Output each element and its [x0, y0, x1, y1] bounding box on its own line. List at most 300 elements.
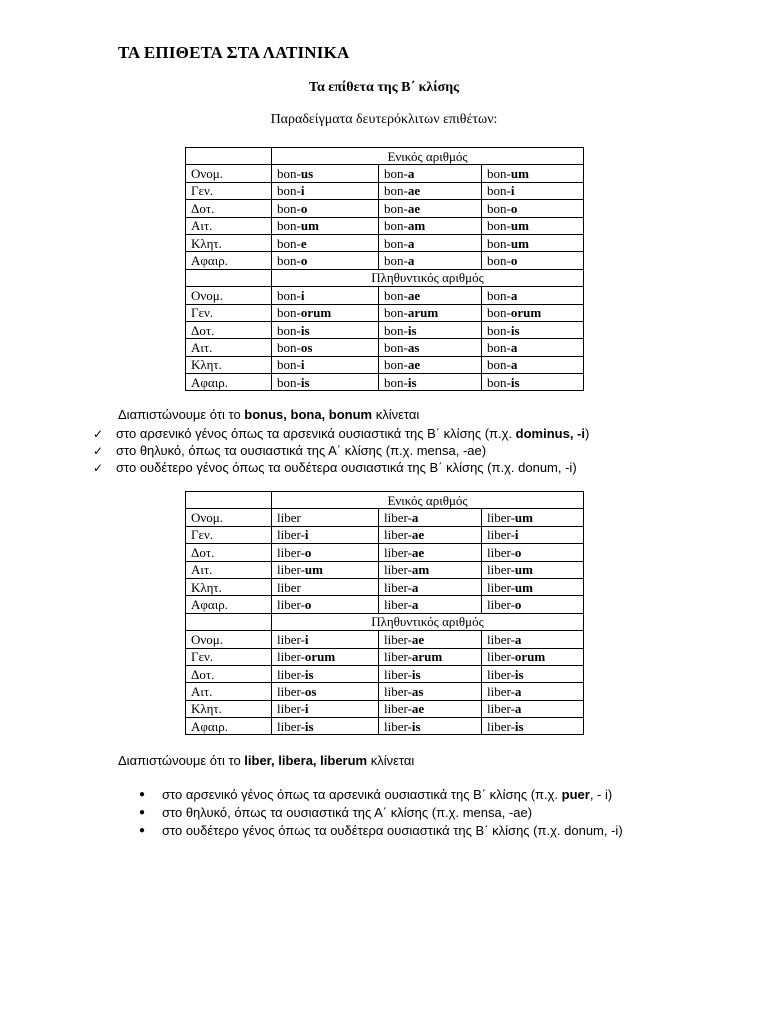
table-row — [186, 374, 584, 391]
ending: is — [514, 666, 524, 682]
stem: bon- — [487, 339, 511, 355]
ending: i — [300, 183, 305, 199]
note-suffix: κλίνεται — [372, 407, 420, 422]
ending: ae — [407, 287, 421, 303]
ending: a — [514, 701, 522, 717]
table-row — [186, 596, 584, 613]
form-cell-n — [482, 578, 584, 595]
ending: is — [304, 718, 314, 734]
ending: o — [514, 597, 522, 613]
case-cell: Αφαιρ. — [186, 718, 272, 735]
case-cell: Ονομ. — [186, 509, 272, 526]
case-cell: Δοτ. — [186, 665, 272, 682]
ending: o — [304, 597, 312, 613]
ending: ae — [411, 544, 425, 560]
stem: liber- — [277, 544, 305, 560]
table-row — [186, 252, 584, 269]
stem: bon- — [277, 218, 301, 234]
item-text: στο αρσενικό γένος όπως τα αρσενικά ουσιαστικά της Β΄ κλίσης (π.χ. — [116, 426, 516, 441]
ending: um — [300, 218, 319, 234]
form-cell-n — [482, 339, 584, 356]
empty-cell — [186, 613, 272, 630]
ending: um — [514, 562, 533, 578]
case-cell: Δοτ. — [186, 321, 272, 338]
form-cell-n — [482, 321, 584, 338]
stem: liber- — [384, 631, 412, 647]
table-row — [186, 356, 584, 373]
form-cell-n — [482, 304, 584, 321]
case-cell: Δοτ. — [186, 544, 272, 561]
ending: as — [411, 683, 424, 699]
stem: bon- — [487, 235, 511, 251]
form-cell-f — [379, 182, 482, 199]
form-cell-f — [379, 304, 482, 321]
stem: liber- — [384, 701, 412, 717]
stem: liber- — [277, 631, 305, 647]
form-cell-f — [379, 356, 482, 373]
form-cell-f — [379, 200, 482, 217]
form-cell-f — [379, 648, 482, 665]
ending: ae — [407, 357, 421, 373]
stem: liber- — [384, 597, 412, 613]
ending: i — [304, 631, 309, 647]
ending: is — [510, 322, 520, 338]
ending: orum — [300, 305, 332, 321]
form-cell-m — [272, 321, 379, 338]
header-row — [186, 492, 584, 509]
stem: liber- — [384, 579, 412, 595]
table-row — [186, 182, 584, 199]
ending: orum — [304, 649, 336, 665]
stem: liber- — [384, 510, 412, 526]
ending: os — [304, 683, 317, 699]
stem: liber- — [487, 579, 515, 595]
table-row — [186, 561, 584, 578]
note-suffix: κλίνεται — [367, 753, 415, 768]
form-cell-f — [379, 561, 482, 578]
ending: a — [510, 287, 518, 303]
list-item — [139, 804, 659, 821]
stem: liber — [277, 579, 301, 595]
ending: a — [514, 631, 522, 647]
stem: bon- — [487, 322, 511, 338]
form-cell-m — [272, 339, 379, 356]
stem: liber- — [487, 666, 515, 682]
table-row — [186, 665, 584, 682]
ending: orum — [510, 305, 542, 321]
check-list-bonus — [93, 425, 589, 476]
ending: us — [300, 166, 314, 182]
form-cell-n — [482, 165, 584, 182]
form-cell-n — [482, 683, 584, 700]
table-row — [186, 648, 584, 665]
form-cell-f — [379, 339, 482, 356]
ending: is — [407, 374, 417, 390]
form-cell-n — [482, 509, 584, 526]
table-row — [186, 165, 584, 182]
stem: bon- — [487, 305, 511, 321]
form-cell-f — [379, 526, 482, 543]
ending: i — [514, 527, 519, 543]
form-cell-m — [272, 700, 379, 717]
case-cell: Ονομ. — [186, 631, 272, 648]
form-cell-f — [379, 321, 482, 338]
stem: bon- — [277, 166, 301, 182]
stem: liber- — [487, 510, 515, 526]
note-bold-word: bonus, bona, bonum — [244, 407, 373, 422]
stem: bon- — [384, 287, 408, 303]
number-header: Ενικός αριθμός — [272, 148, 584, 165]
list-item — [93, 459, 589, 476]
ending: as — [407, 339, 420, 355]
ending: a — [411, 510, 419, 526]
header-row — [186, 613, 584, 630]
form-cell-m — [272, 561, 379, 578]
page-title: ΤΑ ΕΠΙΘΕΤΑ ΣΤΑ ΛΑΤΙΝΙΚΑ — [118, 43, 350, 62]
form-cell-n — [482, 631, 584, 648]
stem: bon- — [384, 322, 408, 338]
ending: am — [411, 562, 430, 578]
ending: arum — [407, 305, 439, 321]
empty-cell — [186, 269, 272, 286]
stem: bon- — [384, 357, 408, 373]
check-icon: ✓ — [93, 427, 104, 441]
case-cell: Κλητ. — [186, 578, 272, 595]
stem: liber- — [384, 527, 412, 543]
table-row — [186, 700, 584, 717]
form-cell-f — [379, 665, 482, 682]
table-row — [186, 526, 584, 543]
stem: liber- — [277, 562, 305, 578]
form-cell-m — [272, 544, 379, 561]
form-cell-m — [272, 165, 379, 182]
stem: bon- — [384, 183, 408, 199]
item-bold: dominus, -i — [515, 426, 585, 441]
case-cell: Κλητ. — [186, 700, 272, 717]
form-cell-f — [379, 374, 482, 391]
ending: um — [304, 562, 323, 578]
table-row — [186, 578, 584, 595]
list-item — [93, 442, 589, 459]
ending: i — [300, 357, 305, 373]
ending: ae — [411, 701, 425, 717]
ending: is — [514, 718, 524, 734]
form-cell-m — [272, 683, 379, 700]
stem: bon- — [384, 218, 408, 234]
table-row — [186, 683, 584, 700]
form-cell-f — [379, 631, 482, 648]
form-cell-n — [482, 648, 584, 665]
form-cell-f — [379, 234, 482, 251]
item-text-end: ) — [585, 426, 590, 441]
stem: bon- — [487, 287, 511, 303]
case-cell: Ονομ. — [186, 287, 272, 304]
stem: bon- — [277, 322, 301, 338]
stem: bon- — [277, 374, 301, 390]
stem: bon- — [487, 166, 511, 182]
ending: i — [304, 701, 309, 717]
intro-text: Παραδείγματα δευτερόκλιτων επιθέτων: — [270, 112, 498, 127]
stem: liber — [277, 510, 301, 526]
form-cell-m — [272, 252, 379, 269]
table-row — [186, 304, 584, 321]
form-cell-f — [379, 252, 482, 269]
stem: bon- — [384, 166, 408, 182]
bullet-icon: ● — [139, 807, 146, 818]
form-cell-m — [272, 578, 379, 595]
stem: liber- — [277, 701, 305, 717]
form-cell-m — [272, 374, 379, 391]
stem: bon- — [277, 339, 301, 355]
ending: a — [407, 166, 415, 182]
form-cell-f — [379, 578, 482, 595]
ending: o — [300, 253, 308, 269]
empty-cell — [186, 492, 272, 509]
form-cell-n — [482, 526, 584, 543]
stem: liber- — [487, 544, 515, 560]
form-cell-f — [379, 683, 482, 700]
ending: o — [300, 200, 308, 216]
form-cell-f — [379, 217, 482, 234]
bullet-list-liber — [139, 786, 659, 840]
stem: liber- — [277, 666, 305, 682]
stem: bon- — [277, 200, 301, 216]
form-cell-f — [379, 544, 482, 561]
form-cell-m — [272, 648, 379, 665]
stem: bon- — [277, 305, 301, 321]
form-cell-n — [482, 252, 584, 269]
ending: is — [411, 718, 421, 734]
item-text: στο ουδέτερο γένος όπως τα ουδέτερα ουσιαστικά της Β΄ κλίσης (π.χ. donum, -i) — [162, 823, 623, 838]
form-cell-m — [272, 304, 379, 321]
note-bold-word: liber, libera, liberum — [244, 753, 368, 768]
table-row — [186, 287, 584, 304]
ending: o — [510, 200, 518, 216]
number-header: Πληθυντικός αριθμός — [272, 613, 584, 630]
form-cell-f — [379, 287, 482, 304]
ending: i — [304, 527, 309, 543]
ending: a — [411, 597, 419, 613]
form-cell-m — [272, 526, 379, 543]
case-cell: Γεν. — [186, 526, 272, 543]
check-icon: ✓ — [93, 461, 104, 475]
table-row — [186, 200, 584, 217]
ending: is — [411, 666, 421, 682]
ending: i — [300, 287, 305, 303]
stem: liber- — [384, 562, 412, 578]
header-row — [186, 269, 584, 286]
ending: o — [514, 544, 522, 560]
bullet-icon: ● — [139, 789, 146, 800]
stem: bon- — [487, 200, 511, 216]
form-cell-m — [272, 718, 379, 735]
table-row — [186, 631, 584, 648]
stem: liber- — [487, 701, 515, 717]
form-cell-m — [272, 200, 379, 217]
stem: liber- — [277, 683, 305, 699]
stem: liber- — [384, 544, 412, 560]
stem: bon- — [487, 218, 511, 234]
table-row — [186, 718, 584, 735]
table-row — [186, 217, 584, 234]
stem: liber- — [487, 562, 515, 578]
table-row — [186, 234, 584, 251]
ending: is — [300, 322, 310, 338]
number-header: Ενικός αριθμός — [272, 492, 584, 509]
form-cell-m — [272, 217, 379, 234]
form-cell-f — [379, 718, 482, 735]
note-liber — [118, 753, 414, 768]
note-prefix: Διαπιστώνουμε ότι το — [118, 753, 245, 768]
form-cell-n — [482, 200, 584, 217]
form-cell-f — [379, 509, 482, 526]
item-bold: puer — [561, 787, 590, 802]
ending: ae — [407, 183, 421, 199]
stem: bon- — [487, 253, 511, 269]
form-cell-n — [482, 544, 584, 561]
case-cell: Αφαιρ. — [186, 596, 272, 613]
number-header: Πληθυντικός αριθμός — [272, 269, 584, 286]
stem: liber- — [487, 527, 515, 543]
declension-table-bonus — [185, 147, 584, 391]
form-cell-n — [482, 665, 584, 682]
ending: a — [510, 339, 518, 355]
case-cell: Κλητ. — [186, 356, 272, 373]
ending: e — [300, 235, 307, 251]
table-row — [186, 321, 584, 338]
ending: ae — [411, 527, 425, 543]
ending: am — [407, 218, 426, 234]
page-subtitle: Τα επίθετα της Β΄ κλίσης — [308, 80, 460, 95]
case-cell: Αιτ. — [186, 561, 272, 578]
note-prefix: Διαπιστώνουμε ότι το — [118, 407, 245, 422]
form-cell-n — [482, 182, 584, 199]
form-cell-n — [482, 287, 584, 304]
case-cell: Αιτ. — [186, 339, 272, 356]
form-cell-m — [272, 596, 379, 613]
form-cell-m — [272, 182, 379, 199]
ending: i — [510, 183, 515, 199]
ending: o — [510, 253, 518, 269]
case-cell: Δοτ. — [186, 200, 272, 217]
item-text: στο θηλυκό, όπως τα ουσιαστικά της Α΄ κλίσης (π.χ. mensa, -ae) — [162, 805, 533, 820]
stem: bon- — [384, 200, 408, 216]
stem: bon- — [277, 183, 301, 199]
stem: liber- — [487, 631, 515, 647]
header-row — [186, 148, 584, 165]
declension-table-liber — [185, 491, 584, 735]
ending: ae — [411, 631, 425, 647]
stem: bon- — [384, 235, 408, 251]
stem: bon- — [384, 339, 408, 355]
ending: os — [300, 339, 313, 355]
stem: bon- — [384, 253, 408, 269]
stem: bon- — [277, 287, 301, 303]
form-cell-m — [272, 631, 379, 648]
form-cell-n — [482, 561, 584, 578]
ending: is — [304, 666, 314, 682]
ending: a — [407, 253, 415, 269]
stem: bon- — [277, 235, 301, 251]
case-cell: Ονομ. — [186, 165, 272, 182]
ending: um — [510, 218, 529, 234]
list-item — [139, 822, 659, 839]
list-item — [139, 786, 659, 803]
stem: liber- — [277, 718, 305, 734]
ending: arum — [411, 649, 443, 665]
ending: is — [510, 374, 520, 390]
case-cell: Γεν. — [186, 304, 272, 321]
ending: a — [411, 579, 419, 595]
form-cell-f — [379, 700, 482, 717]
ending: um — [514, 510, 533, 526]
form-cell-m — [272, 356, 379, 373]
item-text: στο θηλυκό, όπως τα ουσιαστικά της Α΄ κλίσης (π.χ. mensa, -ae) — [116, 443, 487, 458]
stem: bon- — [487, 374, 511, 390]
ending: ae — [407, 200, 421, 216]
bullet-icon: ● — [139, 825, 146, 836]
ending: o — [304, 544, 312, 560]
stem: liber- — [384, 666, 412, 682]
stem: bon- — [487, 183, 511, 199]
table-row — [186, 509, 584, 526]
stem: bon- — [384, 374, 408, 390]
stem: liber- — [277, 527, 305, 543]
stem: bon- — [277, 357, 301, 373]
table-row — [186, 339, 584, 356]
check-icon: ✓ — [93, 444, 104, 458]
form-cell-m — [272, 509, 379, 526]
ending: is — [300, 374, 310, 390]
form-cell-n — [482, 374, 584, 391]
ending: um — [510, 235, 529, 251]
stem: liber- — [487, 683, 515, 699]
table-row — [186, 544, 584, 561]
form-cell-n — [482, 234, 584, 251]
stem: bon- — [277, 253, 301, 269]
stem: liber- — [487, 649, 515, 665]
form-cell-n — [482, 356, 584, 373]
ending: is — [407, 322, 417, 338]
form-cell-m — [272, 234, 379, 251]
stem: liber- — [384, 718, 412, 734]
item-text-end: , - i) — [589, 787, 613, 802]
item-text: στο ουδέτερο γένος όπως τα ουδέτερα ουσιαστικά της Β΄ κλίσης (π.χ. donum, -i) — [116, 460, 577, 475]
stem: liber- — [384, 683, 412, 699]
case-cell: Αφαιρ. — [186, 374, 272, 391]
case-cell: Γεν. — [186, 648, 272, 665]
case-cell: Αφαιρ. — [186, 252, 272, 269]
form-cell-n — [482, 217, 584, 234]
stem: bon- — [384, 305, 408, 321]
ending: um — [514, 579, 533, 595]
empty-cell — [186, 148, 272, 165]
list-item — [93, 425, 589, 442]
form-cell-m — [272, 287, 379, 304]
ending: um — [510, 166, 529, 182]
stem: liber- — [487, 597, 515, 613]
item-text: στο αρσενικό γένος όπως τα αρσενικά ουσιαστικά της Β΄ κλίσης (π.χ. — [162, 787, 562, 802]
case-cell: Αιτ. — [186, 683, 272, 700]
ending: orum — [514, 649, 546, 665]
form-cell-n — [482, 596, 584, 613]
stem: liber- — [277, 649, 305, 665]
ending: a — [510, 357, 518, 373]
form-cell-f — [379, 596, 482, 613]
stem: liber- — [384, 649, 412, 665]
case-cell: Γεν. — [186, 182, 272, 199]
form-cell-f — [379, 165, 482, 182]
